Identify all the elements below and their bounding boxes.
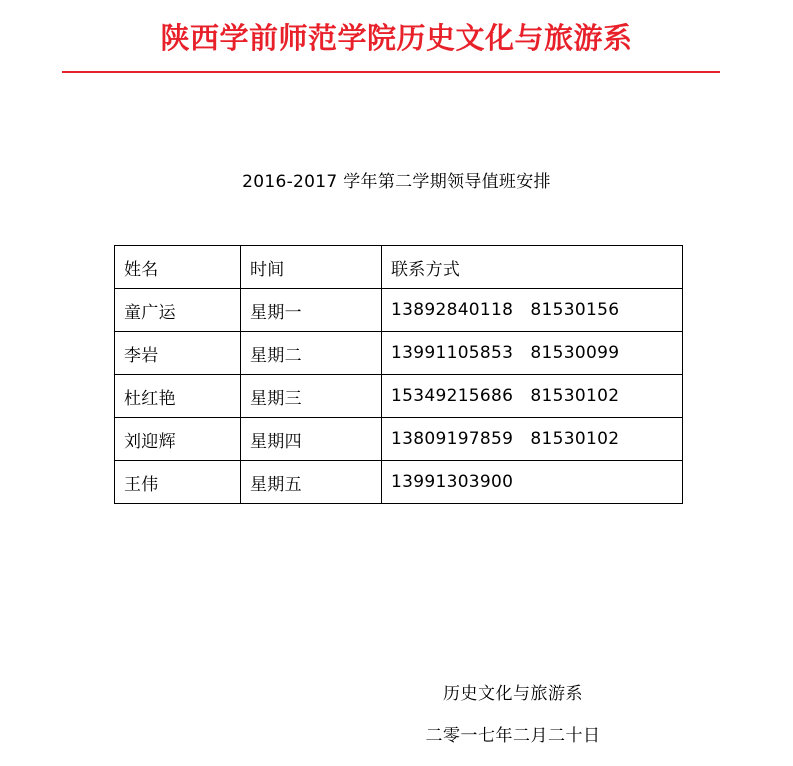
letterhead-title: 陕西学前师范学院历史文化与旅游系 (160, 21, 633, 55)
cell-name: 杜红艳 (115, 375, 241, 418)
signature-department: 历史文化与旅游系 (443, 684, 583, 704)
column-header-contact: 联系方式 (382, 246, 683, 289)
table-row (115, 332, 683, 375)
cell-day: 星期五 (241, 461, 382, 504)
cell-day: 星期三 (241, 375, 382, 418)
letterhead-divider (62, 71, 720, 73)
cell-contact: 13892840118 81530156 (382, 289, 683, 332)
table-row (115, 418, 683, 461)
duty-schedule-table (114, 245, 683, 504)
table-row (115, 375, 683, 418)
document-title: 2016-2017 学年第二学期领导值班安排 (242, 172, 551, 192)
cell-name: 李岩 (115, 332, 241, 375)
cell-day: 星期一 (241, 289, 382, 332)
signature-date: 二零一七年二月二十日 (425, 726, 601, 746)
table-row (115, 461, 683, 504)
cell-name: 王伟 (115, 461, 241, 504)
table-row (115, 289, 683, 332)
cell-contact: 15349215686 81530102 (382, 375, 683, 418)
cell-name: 童广运 (115, 289, 241, 332)
column-header-name: 姓名 (115, 246, 241, 289)
column-header-time: 时间 (241, 246, 382, 289)
cell-day: 星期四 (241, 418, 382, 461)
cell-contact: 13809197859 81530102 (382, 418, 683, 461)
cell-contact: 13991303900 (382, 461, 683, 504)
cell-name: 刘迎辉 (115, 418, 241, 461)
cell-contact: 13991105853 81530099 (382, 332, 683, 375)
cell-day: 星期二 (241, 332, 382, 375)
table-header-row (115, 246, 683, 289)
